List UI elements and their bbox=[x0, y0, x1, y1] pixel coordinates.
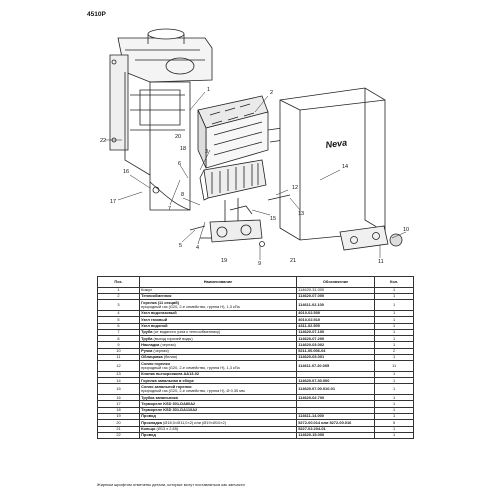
row-qty: 1 bbox=[375, 294, 414, 300]
row-code: 114620-31.000 bbox=[297, 287, 375, 293]
row-number: 16 bbox=[98, 395, 140, 401]
callout-label: 15 bbox=[270, 216, 277, 222]
callout-label: 5 bbox=[179, 243, 183, 249]
row-title: Накладка bbox=[141, 341, 160, 347]
row-code: 114620-07.200 bbox=[297, 336, 375, 342]
row-name bbox=[139, 300, 296, 311]
parts-table bbox=[97, 276, 414, 439]
header-num: Поз. bbox=[98, 277, 140, 288]
row-title: Труба bbox=[141, 335, 153, 341]
callout-label: 9 bbox=[258, 261, 262, 267]
row-subtitle: (черная) bbox=[153, 348, 169, 354]
row-title: Термореле KSD 301-DA80A2 bbox=[141, 400, 196, 406]
callout-label: 14 bbox=[342, 164, 349, 170]
row-qty: 1 bbox=[375, 432, 414, 438]
row-code: 114611-02.100 bbox=[297, 300, 375, 311]
row-title: Кнопка пьезорозжига АА13-02 bbox=[141, 371, 200, 377]
row-title: Ручка bbox=[141, 348, 153, 354]
row-number: 9 bbox=[98, 342, 140, 348]
callout-label: 11 bbox=[378, 259, 384, 265]
row-number: 13 bbox=[98, 371, 140, 377]
row-title: Узел водогазовый bbox=[141, 310, 177, 316]
row-code: 114620-03.002 bbox=[297, 342, 375, 348]
row-qty: 1 bbox=[375, 371, 414, 377]
callout-label: 20 bbox=[175, 134, 182, 140]
footnote: Жирным шрифтом отмечены детали, которые могут поставляться как запчасти bbox=[97, 482, 245, 487]
callout-label: 13 bbox=[298, 211, 305, 217]
row-qty: 1 bbox=[375, 329, 414, 335]
header-qty: Кол. bbox=[375, 277, 414, 288]
flue-hood bbox=[118, 29, 212, 82]
row-number: 3 bbox=[98, 300, 140, 311]
row-code: 114620-07.100 bbox=[297, 329, 375, 335]
row-subtitle: (черная) bbox=[160, 341, 176, 347]
row-title: Провод bbox=[141, 413, 156, 419]
table-row bbox=[98, 300, 414, 311]
row-subtitle: (Ø13 х 2,65) bbox=[156, 425, 179, 431]
row-code: 4010-02.500 bbox=[297, 311, 375, 317]
row-title: Горелка (11 секций) bbox=[141, 299, 179, 305]
callout-label: 1 bbox=[207, 87, 211, 93]
row-qty: 1 bbox=[375, 384, 414, 395]
row-title: Провод bbox=[141, 432, 156, 438]
callout-label: 22 bbox=[100, 138, 107, 144]
row-name bbox=[139, 361, 296, 372]
callout-label: 16 bbox=[123, 169, 130, 175]
callout-label: 17 bbox=[110, 199, 117, 205]
row-subtitle: (от водяного узла к теплообменнику) bbox=[153, 329, 221, 335]
brand-logo: Neva bbox=[325, 137, 348, 150]
callout-label: 7 bbox=[168, 206, 172, 212]
row-number: 17 bbox=[98, 401, 140, 407]
header-name: Наименование bbox=[139, 277, 296, 288]
row-qty: 1 bbox=[375, 342, 414, 348]
row-qty: 1 bbox=[375, 414, 414, 420]
water-gas-unit bbox=[200, 198, 265, 247]
row-qty: 1 bbox=[375, 378, 414, 384]
row-qty: 2 bbox=[375, 348, 414, 354]
row-subtitle: (Ø18,0×Ø11,0×2) или (Ø19×Ø10×2) bbox=[163, 419, 226, 425]
row-title: Кольцо bbox=[141, 425, 156, 431]
callout-label: 10 bbox=[403, 227, 410, 233]
row-number: 7 bbox=[98, 329, 140, 335]
row-qty: 1 bbox=[375, 311, 414, 317]
row-code: 5227-02.204-01 bbox=[297, 426, 375, 432]
row-number: 4 bbox=[98, 311, 140, 317]
row-code: 114620-15.000 bbox=[297, 432, 375, 438]
row-title: Сопло горелки bbox=[141, 360, 170, 366]
row-number: 6 bbox=[98, 323, 140, 329]
table-row bbox=[98, 384, 414, 395]
callout-label: 2 bbox=[270, 90, 274, 96]
row-qty: 1 bbox=[375, 401, 414, 407]
row-number: 22 bbox=[98, 432, 140, 438]
row-qty: 1 bbox=[375, 317, 414, 323]
row-subtitle: (белая) bbox=[163, 354, 178, 360]
row-code: 114620-03.001 bbox=[297, 354, 375, 360]
model-label: 4510P bbox=[87, 11, 106, 18]
row-number: 21 bbox=[98, 426, 140, 432]
row-number: 14 bbox=[98, 378, 140, 384]
row-number: 12 bbox=[98, 361, 140, 372]
row-name bbox=[139, 384, 296, 395]
row-code: 114611.07.20.005 bbox=[297, 361, 375, 372]
callout-label: 18 bbox=[180, 146, 187, 152]
row-code: 5272-00.014 или 5272-00.016 bbox=[297, 420, 375, 426]
row-subtitle: природный газ (G20, 2-е семейство, группа H), Ø 0,35 мм bbox=[141, 388, 245, 394]
row-number: 18 bbox=[98, 407, 140, 413]
row-title: Кожух bbox=[141, 287, 153, 293]
front-casing bbox=[280, 88, 385, 240]
table-row bbox=[98, 361, 414, 372]
row-qty: 1 bbox=[375, 395, 414, 401]
table-header-row bbox=[98, 277, 414, 288]
callout-label: 4 bbox=[196, 245, 200, 251]
row-title: Облицовка bbox=[141, 354, 163, 360]
row-title: Термореле KSD 301-DA110A2 bbox=[141, 407, 198, 413]
row-subtitle: природный газ (G20, 2-е семейство, группа H), 1,3 кПа bbox=[141, 304, 240, 310]
row-number: 5 bbox=[98, 317, 140, 323]
row-code: 114620-02.700 bbox=[297, 395, 375, 401]
row-title: Трубка запальника bbox=[141, 394, 178, 400]
callout-label: 21 bbox=[290, 258, 297, 264]
row-qty: 1 bbox=[375, 426, 414, 432]
row-qty: 1 bbox=[375, 300, 414, 311]
row-title: Теплообменник bbox=[141, 293, 172, 299]
row-number: 19 bbox=[98, 414, 140, 420]
row-title: Горелка запальная в сборе bbox=[141, 377, 194, 383]
row-code: 4010-02.510 bbox=[297, 317, 375, 323]
row-subtitle: (выход горячей воды) bbox=[153, 335, 193, 341]
row-code: 114620.07.30.000 bbox=[297, 378, 375, 384]
row-number: 2 bbox=[98, 294, 140, 300]
callout-label: 19 bbox=[221, 258, 228, 264]
callout-label: 8 bbox=[181, 192, 185, 198]
callout-label: 6 bbox=[178, 161, 182, 167]
header-code: Обозначение bbox=[297, 277, 375, 288]
row-number: 20 bbox=[98, 420, 140, 426]
row-title: Прокладка bbox=[141, 419, 162, 425]
row-qty: 1 bbox=[375, 407, 414, 413]
row-number: 10 bbox=[98, 348, 140, 354]
row-code: 114620.07.00.010-01 bbox=[297, 384, 375, 395]
row-name bbox=[139, 432, 296, 438]
row-code: 5211-00.006-04 bbox=[297, 348, 375, 354]
row-number: 11 bbox=[98, 354, 140, 360]
row-number: 1 bbox=[98, 287, 140, 293]
row-title: Узел водяной bbox=[141, 322, 168, 328]
row-qty: 1 bbox=[375, 354, 414, 360]
row-title: Труба bbox=[141, 329, 153, 335]
row-number: 8 bbox=[98, 336, 140, 342]
row-code: 114620-07.000 bbox=[297, 294, 375, 300]
row-qty: 1 bbox=[375, 323, 414, 329]
row-number: 15 bbox=[98, 384, 140, 395]
row-title: Узел газовый bbox=[141, 316, 168, 322]
row-code: 114611-14.000 bbox=[297, 414, 375, 420]
row-qty: 1 bbox=[375, 336, 414, 342]
callout-label: 3 bbox=[205, 149, 209, 155]
row-code: 4311-02.505 bbox=[297, 323, 375, 329]
heat-exchanger bbox=[198, 96, 284, 168]
row-qty: 1 bbox=[375, 287, 414, 293]
row-title: Сопло запальной горелки bbox=[141, 383, 192, 389]
callout-label: 12 bbox=[292, 185, 299, 191]
row-qty: 5 bbox=[375, 420, 414, 426]
row-qty: 11 bbox=[375, 361, 414, 372]
table-row bbox=[98, 432, 414, 438]
row-subtitle: природный газ (G20, 2-е семейство, группа H), 1,3 кПа bbox=[141, 365, 240, 371]
